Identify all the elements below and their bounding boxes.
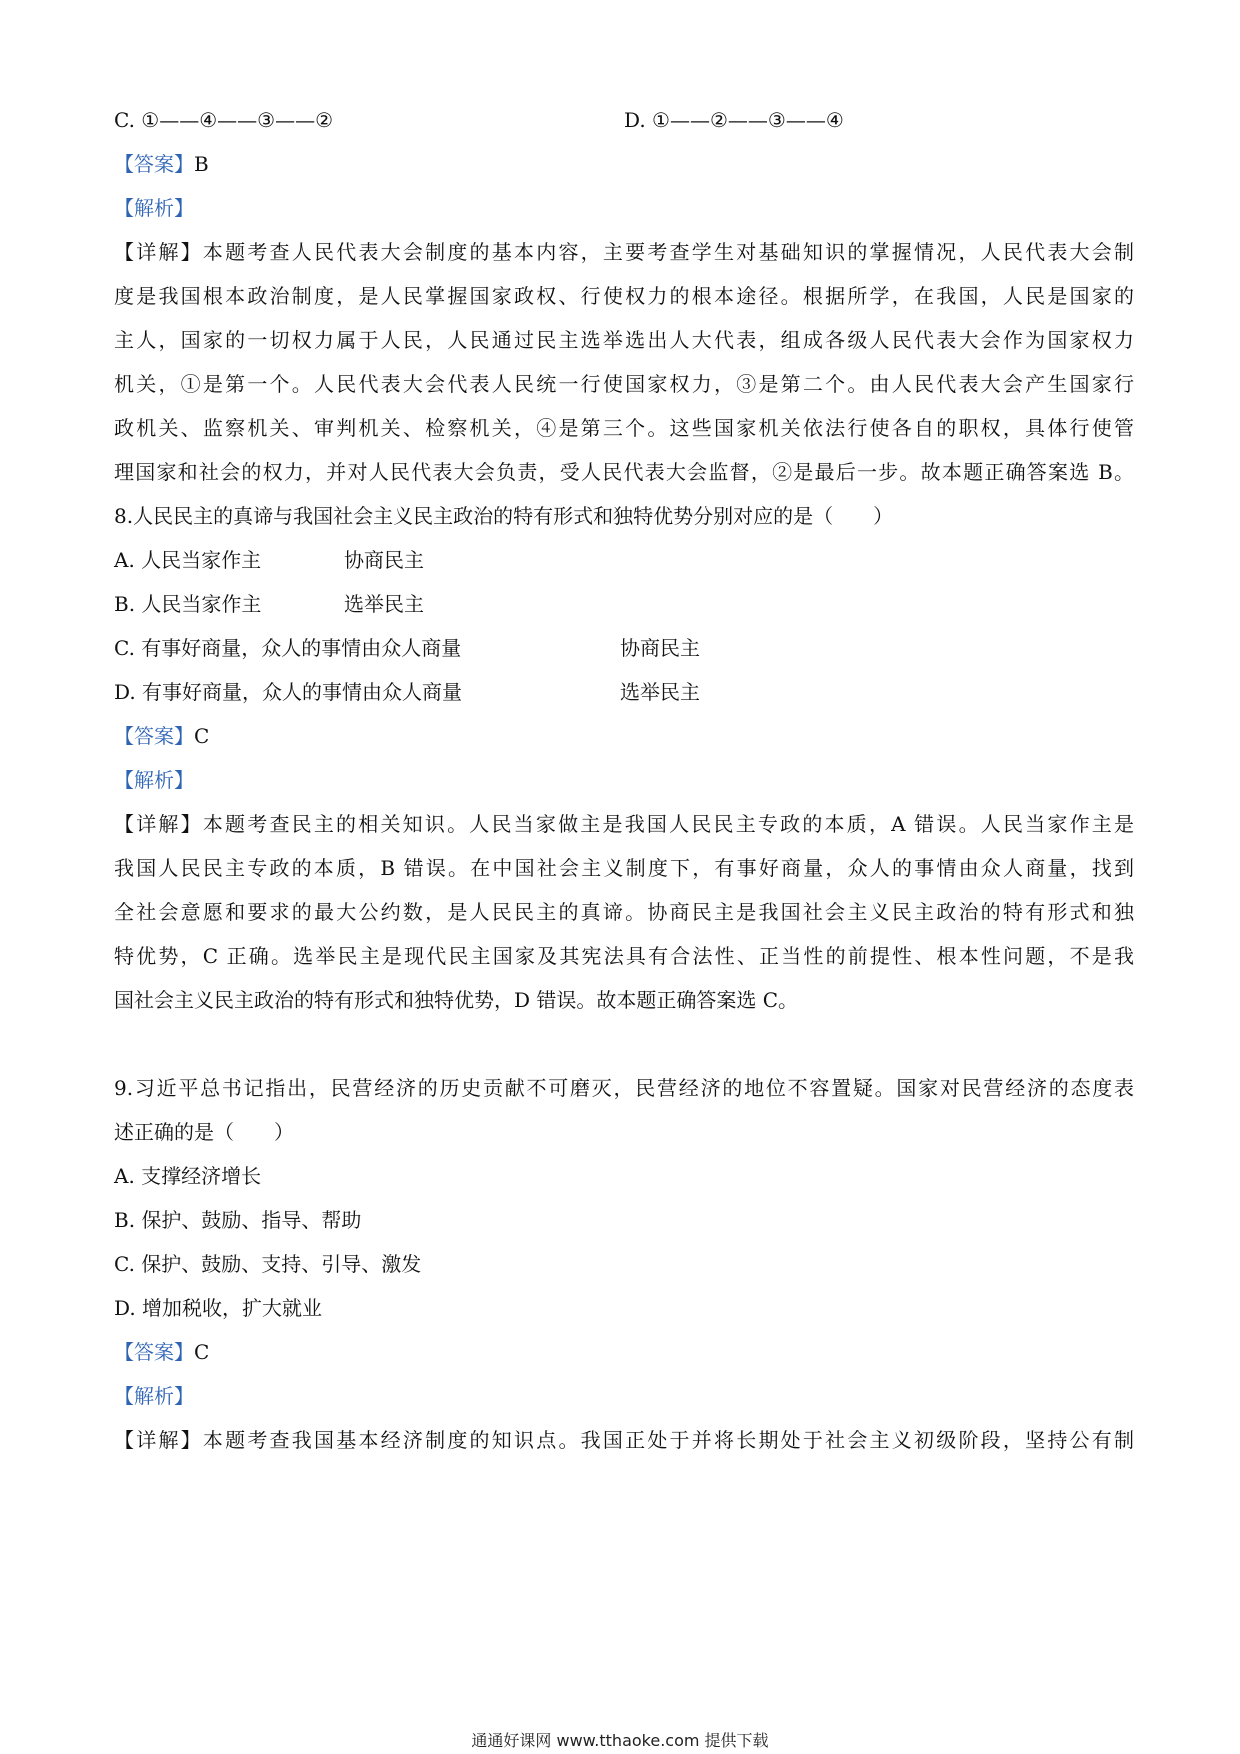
q8-analysis xyxy=(114,766,1134,794)
answer-tag: 【答案】 xyxy=(114,1340,194,1364)
q9-stem-line: 9.习近平总书记指出，民营经济的历史贡献不可磨灭，民营经济的地位不容置疑。国家对民营经济的态度表 xyxy=(114,1076,1134,1100)
q8-detail-line: 全社会意愿和要求的最大公约数，是人民民主的真谛。协商民主是我国社会主义民主政治的特有形式和独 xyxy=(114,900,1134,924)
answer-value: C xyxy=(194,1340,210,1364)
q9-answer xyxy=(114,1338,1134,1366)
q8-option-b xyxy=(114,590,1134,618)
q7-options-row xyxy=(114,106,1134,134)
q8-answer xyxy=(114,722,1134,750)
answer-tag: 【答案】 xyxy=(114,152,194,176)
q9-stem-line: 述正确的是（ ） xyxy=(114,1120,294,1144)
q7-detail-line xyxy=(114,238,1134,266)
q9-detail-line xyxy=(114,1426,1134,1454)
answer-value: C xyxy=(194,724,210,748)
q7-option-d: D. ①——②——③——④ xyxy=(624,108,844,132)
q8-option-d xyxy=(114,678,1134,706)
q7-answer xyxy=(114,150,1134,178)
option-text: 选举民主 xyxy=(620,680,700,704)
q8-option-a xyxy=(114,546,1134,574)
q9-option-a: A. 支撑经济增长 xyxy=(114,1164,262,1188)
analysis-tag: 【解析】 xyxy=(114,768,194,792)
q9-option-b: B. 保护、鼓励、指导、帮助 xyxy=(114,1208,362,1232)
answer-value: B xyxy=(194,152,209,176)
q8-detail-line: 特优势，C 正确。选举民主是现代民主国家及其宪法具有合法性、正当性的前提性、根本性问题，不是我 xyxy=(114,944,1134,968)
option-text: A. 人民当家作主 xyxy=(114,548,262,572)
detail-tag: 【详解】 xyxy=(114,812,203,836)
q7-detail-line: 机关，①是第一个。人民代表大会代表人民统一行使国家权力，③是第二个。由人民代表大会产生国家行 xyxy=(114,372,1134,396)
q7-detail-line: 理国家和社会的权力，并对人民代表大会负责，受人民代表大会监督，②是最后一步。故本题正确答案选 B。 xyxy=(114,460,1134,484)
detail-tag: 【详解】 xyxy=(114,240,203,264)
detail-tag: 【详解】 xyxy=(114,1428,203,1452)
detail-text: 本题考查人民代表大会制度的基本内容，主要考查学生对基础知识的掌握情况，人民代表大会制 xyxy=(202,240,1135,264)
option-text: 协商民主 xyxy=(620,636,700,660)
analysis-tag: 【解析】 xyxy=(114,1384,194,1408)
page-footer: 通通好课网 www.tthaoke.com 提供下载 xyxy=(471,1731,769,1750)
q9-option-c: C. 保护、鼓励、支持、引导、激发 xyxy=(114,1252,422,1276)
option-text: 选举民主 xyxy=(344,592,424,616)
detail-text: 本题考查民主的相关知识。人民当家做主是我国人民民主专政的本质，A 错误。人民当家作主是 xyxy=(202,812,1134,836)
q7-detail-line: 政机关、监察机关、审判机关、检察机关，④是第三个。这些国家机关依法行使各自的职权，具体行使管 xyxy=(114,416,1134,440)
detail-text: 本题考查我国基本经济制度的知识点。我国正处于并将长期处于社会主义初级阶段，坚持公有制 xyxy=(202,1428,1135,1452)
q7-detail-line: 主人，国家的一切权力属于人民，人民通过民主选举选出人大代表，组成各级人民代表大会作为国家权力 xyxy=(114,328,1134,352)
analysis-tag: 【解析】 xyxy=(114,196,194,220)
q8-detail-line: 我国人民民主专政的本质，B 错误。在中国社会主义制度下，有事好商量，众人的事情由众人商量，找到 xyxy=(114,856,1134,880)
q7-analysis xyxy=(114,194,1134,222)
q8-stem: 8.人民民主的真谛与我国社会主义民主政治的特有形式和独特优势分别对应的是（ ） xyxy=(114,504,894,528)
q8-option-c xyxy=(114,634,1134,662)
answer-tag: 【答案】 xyxy=(114,724,194,748)
option-text: 协商民主 xyxy=(344,548,424,572)
q8-detail-line: 国社会主义民主政治的特有形式和独特优势，D 错误。故本题正确答案选 C。 xyxy=(114,988,799,1012)
q8-detail-line xyxy=(114,810,1134,838)
q9-option-d: D. 增加税收，扩大就业 xyxy=(114,1296,323,1320)
option-text: D. 有事好商量，众人的事情由众人商量 xyxy=(114,680,463,704)
q7-detail-line: 度是我国根本政治制度，是人民掌握国家政权、行使权力的根本途径。根据所学，在我国，人民是国家的 xyxy=(114,284,1134,308)
q9-analysis xyxy=(114,1382,1134,1410)
option-text: B. 人民当家作主 xyxy=(114,592,262,616)
option-text: C. 有事好商量，众人的事情由众人商量 xyxy=(114,636,462,660)
q7-option-c: C. ①——④——③——② xyxy=(114,108,334,132)
